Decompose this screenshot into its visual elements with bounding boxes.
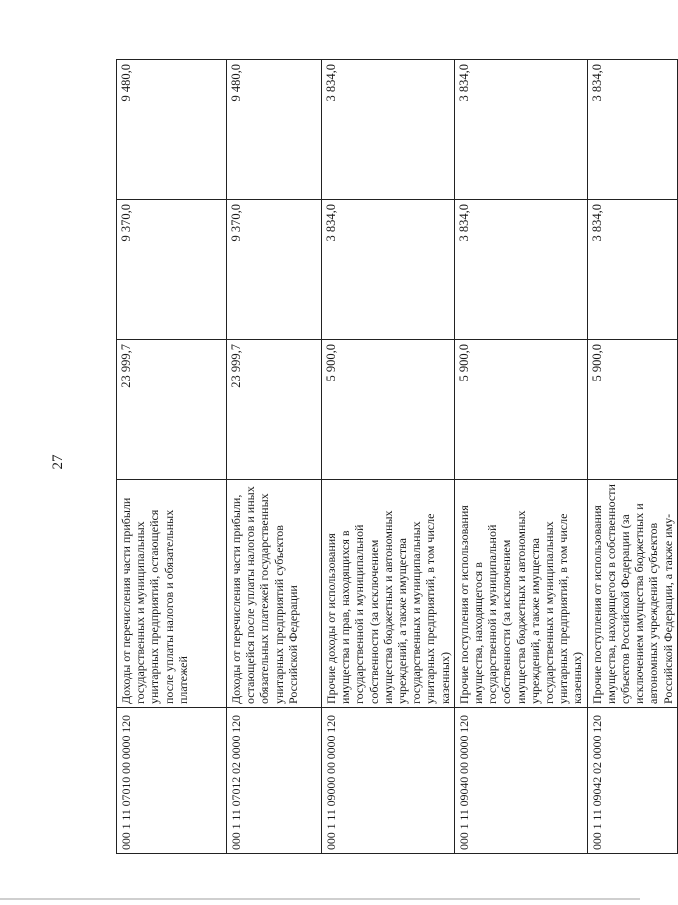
rotated-table-container xyxy=(116,60,675,854)
value-cell-3: 3 834,0 xyxy=(322,60,455,200)
budget-revenue-table xyxy=(116,59,678,854)
budget-code-cell: 000 1 11 09000 00 0000 120 xyxy=(322,708,455,854)
budget-code-cell: 000 1 11 09040 00 0000 120 xyxy=(454,708,587,854)
value-cell-3: 9 480,0 xyxy=(227,60,322,200)
value-cell-1: 5 900,0 xyxy=(322,340,455,480)
revenue-name-cell: Прочие доходы от использования имущества и прав, находящихся в государственной и муниципальной собственности (за исключением имущества бюджетных и автономных учреждений, а также имущества государственных и муниципальных унитарных предприятий, в том числе казенных) xyxy=(322,480,455,708)
value-cell-1: 23 999,7 xyxy=(117,340,227,480)
page-number: 27 xyxy=(50,454,66,470)
value-cell-1: 5 900,0 xyxy=(454,340,587,480)
table-row xyxy=(117,60,227,854)
table-row xyxy=(322,60,455,854)
value-cell-2: 9 370,0 xyxy=(117,200,227,340)
budget-code-cell: 000 1 11 09042 02 0000 120 xyxy=(587,708,677,854)
value-cell-2: 3 834,0 xyxy=(322,200,455,340)
revenue-name-cell: Доходы от перечисления части прибыли государственных и муниципальных унитарных предприятий, остающейся после уплаты налогов и обязательных платежей xyxy=(117,480,227,708)
value-cell-1: 23 999,7 xyxy=(227,340,322,480)
table-row xyxy=(587,60,677,854)
revenue-name-cell: Прочие поступления от использования имущества, находящегося в собственности субъектов Российской Федерации (за исключением имущества бюджетных и автономных учреждений субъектов Российской Федерации, а также иму- xyxy=(587,480,677,708)
value-cell-3: 9 480,0 xyxy=(117,60,227,200)
table-row xyxy=(227,60,322,854)
revenue-name-cell: Доходы от перечисления части прибыли, остающейся после уплаты налогов и иных обязательных платежей государственных унитарных предприятий субъектов Российской Федерации xyxy=(227,480,322,708)
revenue-name-cell: Прочие поступления от использования имущества, находящегося в государственной и муниципальной собственности (за исключением имущества бюджетных и автономных учреждений, а также имущества государственных и муниципальных унитарных предприятий, в том числе казенных) xyxy=(454,480,587,708)
budget-code-cell: 000 1 11 07010 00 0000 120 xyxy=(117,708,227,854)
value-cell-3: 3 834,0 xyxy=(454,60,587,200)
value-cell-2: 3 834,0 xyxy=(587,200,677,340)
value-cell-2: 3 834,0 xyxy=(454,200,587,340)
value-cell-2: 9 370,0 xyxy=(227,200,322,340)
table-row xyxy=(454,60,587,854)
scan-edge-line xyxy=(0,898,640,900)
value-cell-1: 5 900,0 xyxy=(587,340,677,480)
budget-code-cell: 000 1 11 07012 02 0000 120 xyxy=(227,708,322,854)
value-cell-3: 3 834,0 xyxy=(587,60,677,200)
